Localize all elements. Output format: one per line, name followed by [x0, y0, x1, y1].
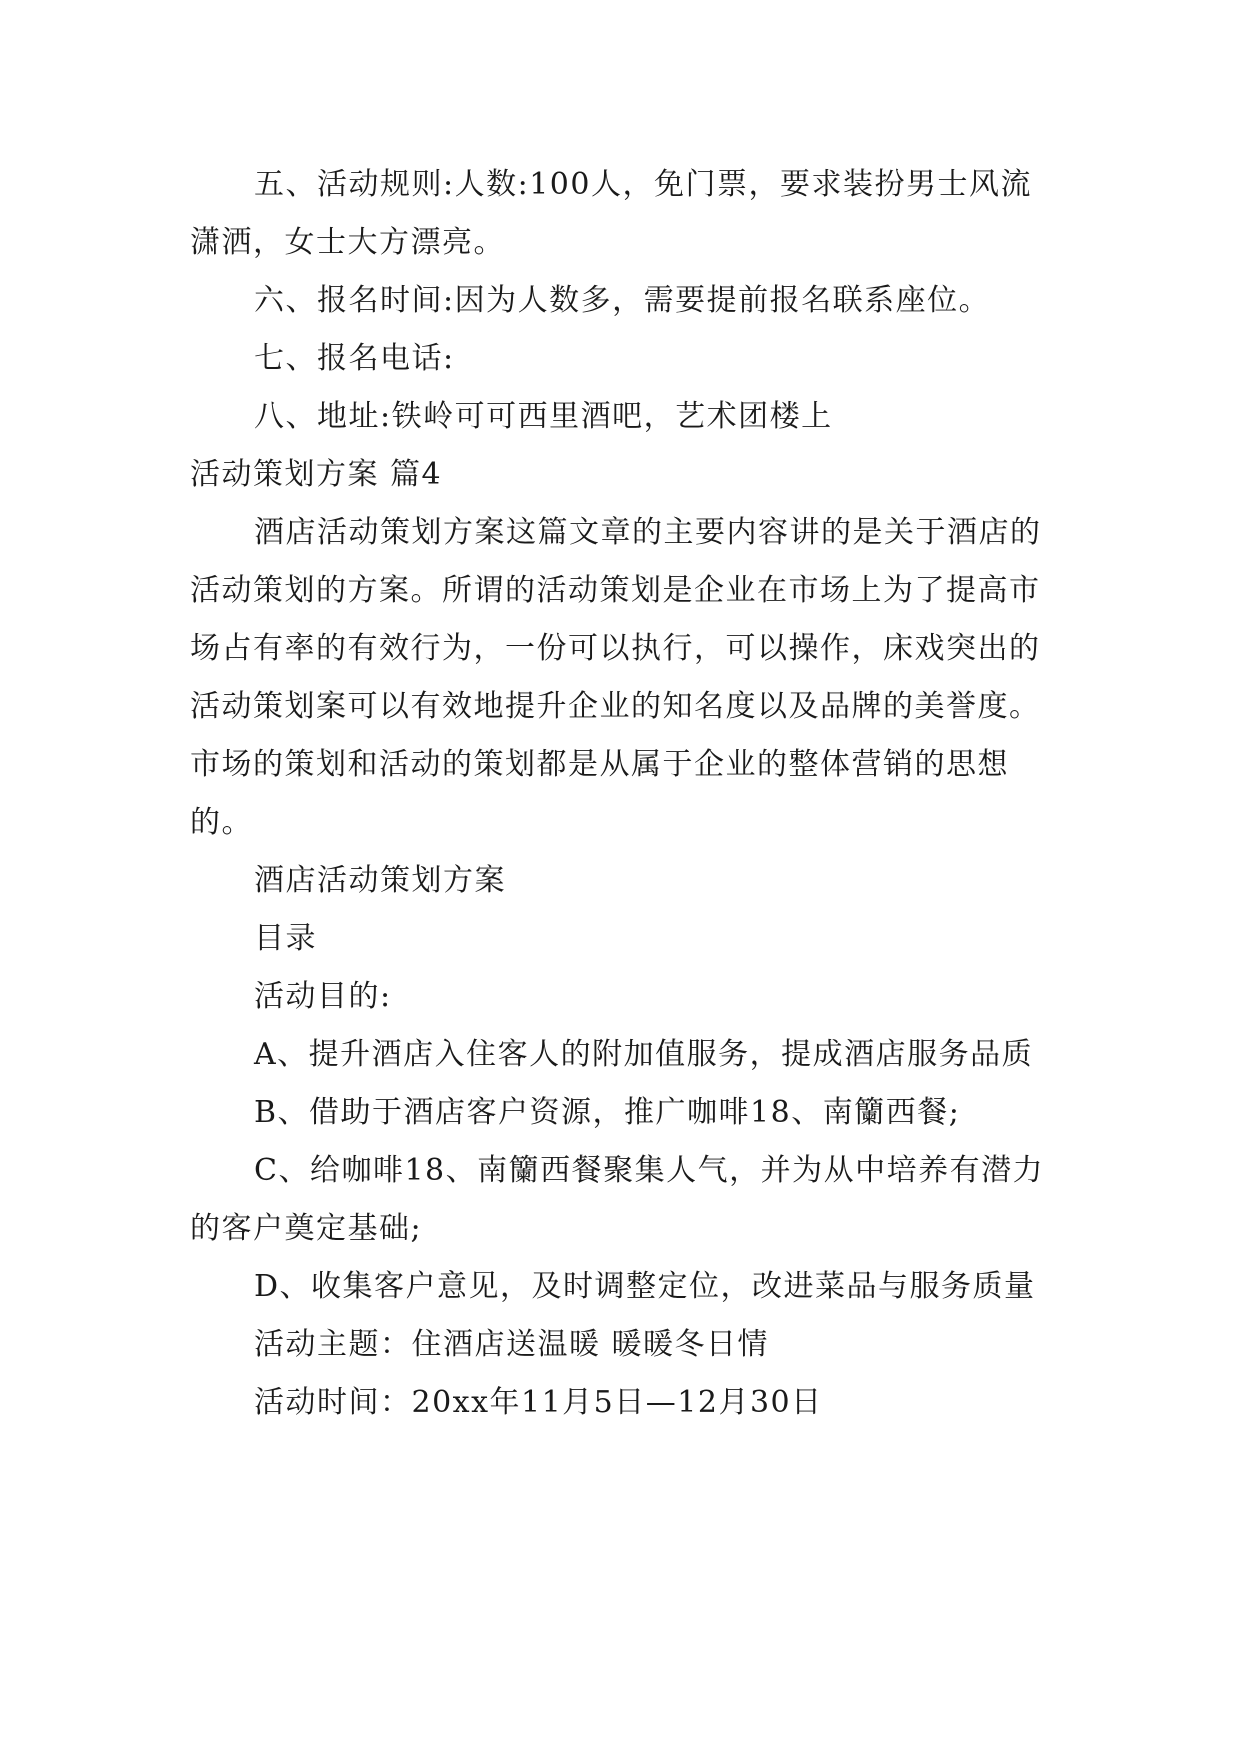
paragraph-item-b: B、借助于酒店客户资源，推广咖啡18、南籣西餐; [254, 1095, 961, 1130]
paragraph-item-c: C、给咖啡18、南籣西餐聚集人气，并为从中培养有潜力的客户奠定基础; [190, 1153, 1045, 1246]
paragraph-rules: 五、活动规则:人数:100人，免门票，要求装扮男士风流潇洒，女士大方漂亮。 [190, 167, 1032, 260]
paragraph-theme: 活动主题：住酒店送温暖 暖暖冬日情 [254, 1327, 770, 1362]
paragraph-intro: 酒店活动策划方案这篇文章的主要内容讲的是关于酒店的活动策划的方案。所谓的活动策划是企业在市场上为了提高市场占有率的有效行为，一份可以执行，可以操作，床戏突出的活动策划案可以有效地提升企业的知名度以及品牌的美誉度。市场的策划和活动的策划都是从属于企业的整体营销的思想的。 [190, 515, 1042, 840]
paragraph-purpose: 活动目的: [254, 979, 392, 1014]
paragraph-signup-time: 六、报名时间:因为人数多，需要提前报名联系座位。 [254, 283, 991, 318]
paragraph-address: 八、地址:铁岭可可西里酒吧，艺术团楼上 [254, 399, 833, 434]
paragraph-item-a: A、提升酒店入住客人的附加值服务，提成酒店服务品质 [254, 1037, 1034, 1072]
paragraph-item-d: D、收集客户意见，及时调整定位，改进菜品与服务质量 [254, 1269, 1036, 1304]
paragraph-signup-phone: 七、报名电话: [254, 341, 455, 376]
paragraph-plan-title: 酒店活动策划方案 [254, 863, 506, 898]
paragraph-time: 活动时间：20xx年11月5日—12月30日 [254, 1385, 823, 1420]
paragraph-toc: 目录 [254, 921, 317, 956]
document-body [190, 156, 1050, 1432]
section-heading: 活动策划方案 篇4 [190, 457, 443, 492]
